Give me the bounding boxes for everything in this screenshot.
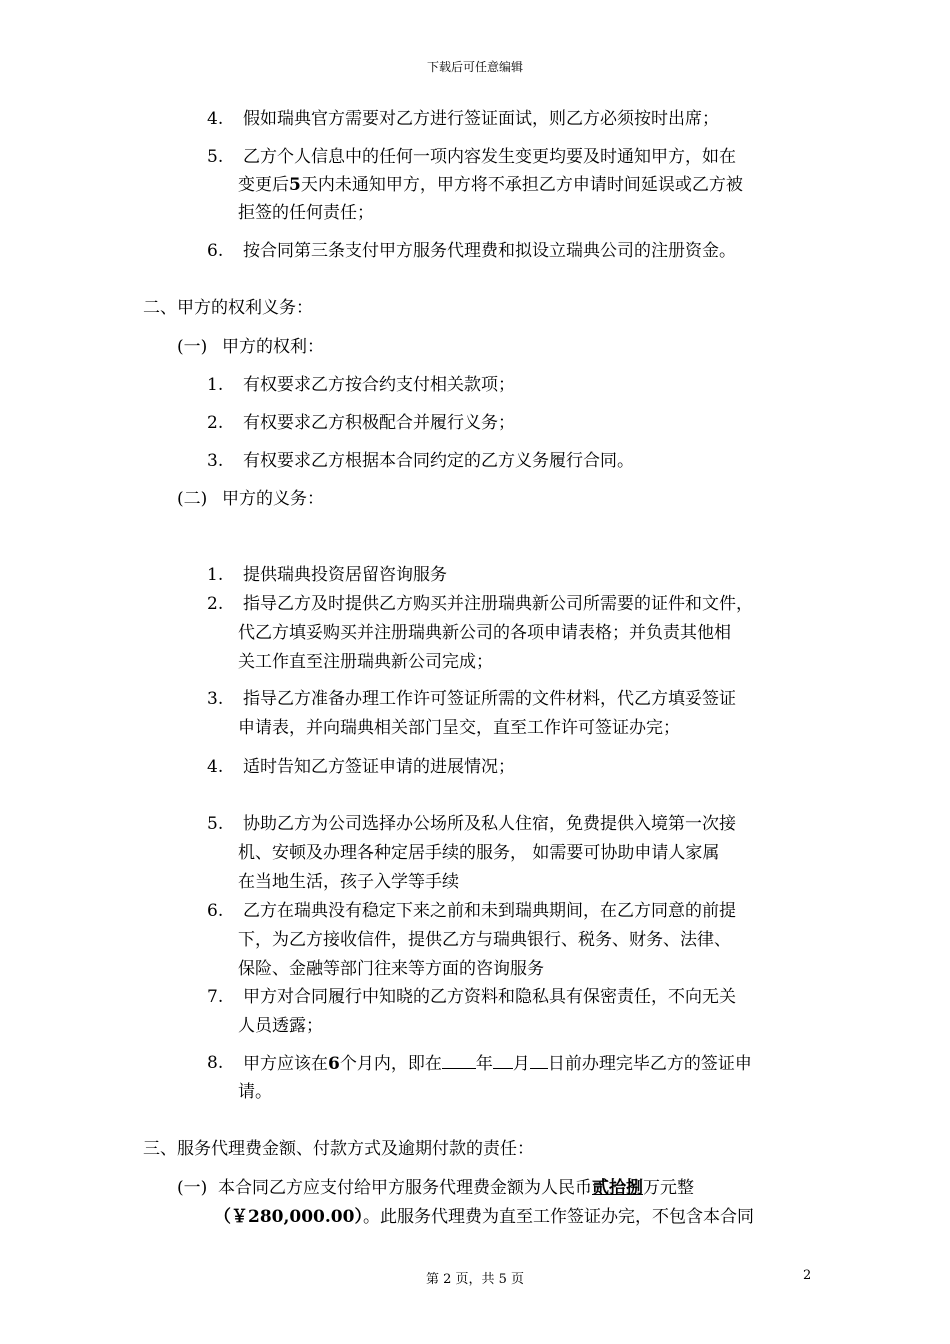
item-text: 乙方个人信息中的任何一项内容发生变更均要及时通知甲方，如在 [243,147,736,167]
item-text: 指导乙方及时提供乙方购买并注册瑞典新公司所需要的证件和文件， [243,594,753,614]
item-number: 7. [207,987,224,1007]
item-text: 下，为乙方接收信件，提供乙方与瑞典银行、税务、财务、法律、 [238,930,731,950]
item-text: 提供瑞典投资居留咨询服务 [243,565,447,585]
page-header: 下载后可任意编辑 [426,60,523,74]
item-number: 6. [207,901,224,921]
item-number: 6. [207,241,224,261]
item-number: 3. [207,451,224,471]
item-text: 机、安顿及办理各种定居手续的服务， 如需要可协助申请人家属 [238,843,720,863]
item-number: 5. [207,814,224,834]
blank-field [493,1052,513,1069]
item-number: 4. [207,109,224,129]
item-text: （￥280,000.00）。此服务代理费为直至工作签证办完，不包含本合同 [214,1207,754,1227]
item-text: 人员透露； [238,1016,323,1036]
sub-label: (一) [177,1178,208,1198]
item-number: 5. [207,147,224,167]
item-text: 本合同乙方应支付给甲方服务代理费金额为人民币贰拾捌万元整 [218,1178,694,1198]
blank-field [530,1052,548,1069]
item-text: 指导乙方准备办理工作许可签证所需的文件材料，代乙方填妥签证 [243,689,736,709]
amount-chinese: 贰拾捌 [592,1178,643,1198]
item-text: 协助乙方为公司选择办公场所及私人住宿，免费提供入境第一次接 [243,814,736,834]
item-text: 代乙方填妥购买并注册瑞典新公司的各项申请表格；并负责其他相 [238,623,731,643]
item-text: 请。 [238,1082,272,1102]
item-text: 适时告知乙方签证申请的进展情况； [243,757,515,777]
sub-heading: 甲方的权利： [222,337,324,357]
item-number: 2. [207,594,224,614]
item-text: 变更后5天内未通知甲方，甲方将不承担乙方申请时间延误或乙方被 [238,175,743,195]
item-number: 3. [207,689,224,709]
blank-field [442,1052,476,1069]
sub-label: (二) [177,489,208,509]
item-text: 在当地生活，孩子入学等手续 [238,872,459,892]
page-footer: 第 2 页，共 5 页 [425,1272,525,1287]
item-text: 有权要求乙方按合约支付相关款项； [243,375,515,395]
amount-number: （￥280,000.00） [214,1207,363,1227]
item-text: 假如瑞典官方需要对乙方进行签证面试，则乙方必须按时出席； [243,109,719,129]
item-text: 申请表，并向瑞典相关部门呈交，直至工作许可签证办完； [238,718,680,738]
item-number: 8. [207,1053,224,1073]
item-text: 有权要求乙方根据本合同约定的乙方义务履行合同。 [243,451,634,471]
item-number: 2. [207,413,224,433]
item-text: 按合同第三条支付甲方服务代理费和拟设立瑞典公司的注册资金。 [243,241,736,261]
item-text: 关工作直至注册瑞典新公司完成； [238,652,493,672]
item-text: 甲方应该在6个月内，即在 年 月 日前办理完毕乙方的签证申 [243,1054,752,1074]
page-number: 2 [803,1268,812,1283]
item-text: 乙方在瑞典没有稳定下来之前和未到瑞典期间，在乙方同意的前提 [243,901,736,921]
item-text: 拒签的任何责任； [238,203,374,223]
section-heading: 二、甲方的权利义务： [143,298,313,318]
sub-heading: 甲方的义务： [222,489,324,509]
item-number: 1. [207,565,224,585]
section-heading: 三、服务代理费金额、付款方式及逾期付款的责任： [143,1139,534,1159]
item-number: 1. [207,375,224,395]
item-text: 甲方对合同履行中知晓的乙方资料和隐私具有保密责任，不向无关 [243,987,736,1007]
item-text: 保险、金融等部门往来等方面的咨询服务 [238,959,544,979]
item-text: 有权要求乙方积极配合并履行义务； [243,413,515,433]
sub-label: (一) [177,337,208,357]
item-number: 4. [207,757,224,777]
